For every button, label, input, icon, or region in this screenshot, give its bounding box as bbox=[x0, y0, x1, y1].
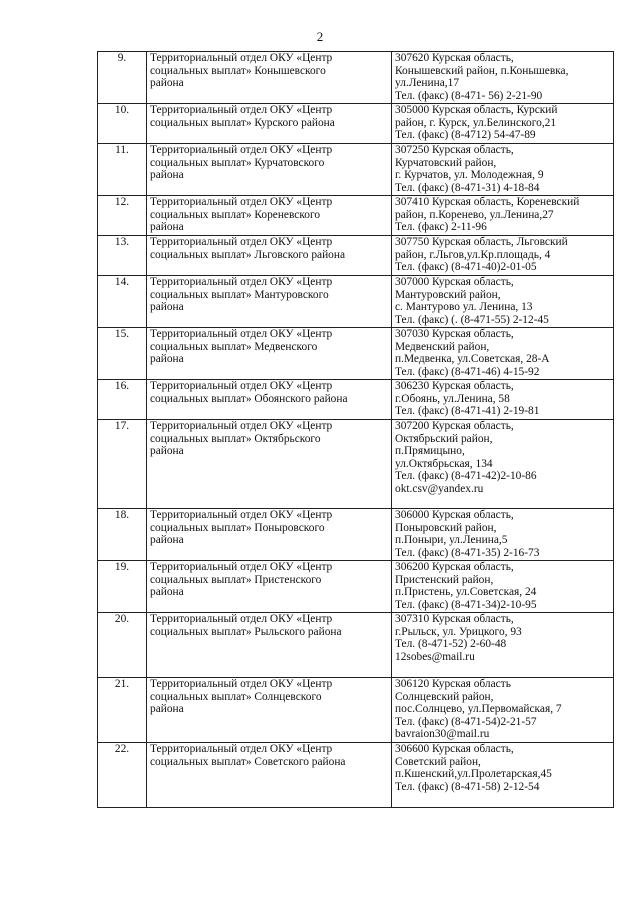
row-number: 19. bbox=[98, 561, 147, 613]
office-name-line: социальных выплат» Льговского района bbox=[150, 248, 346, 261]
office-address-line: п.Прямицыно, bbox=[395, 445, 465, 458]
office-address-cell bbox=[392, 380, 614, 420]
office-address-line: ул.Ленина,17 bbox=[395, 77, 460, 90]
office-name-line: социальных выплат» Поныровского bbox=[150, 521, 325, 534]
office-address-line: с. Мантурово ул. Ленина, 13 bbox=[395, 301, 533, 314]
table-row bbox=[98, 196, 614, 236]
office-address-cell bbox=[392, 104, 614, 144]
office-address-line: 306600 Курская область, bbox=[395, 743, 514, 755]
office-name-line: Территориальный отдел ОКУ «Центр bbox=[150, 613, 333, 625]
office-name-line: района bbox=[150, 586, 184, 599]
office-name-line: Территориальный отдел ОКУ «Центр bbox=[150, 144, 333, 156]
office-address-line: 307750 Курская область, Льговский bbox=[395, 236, 568, 248]
office-name-line: социальных выплат» Пристенского bbox=[150, 573, 322, 586]
office-name-cell bbox=[147, 743, 392, 808]
table-row bbox=[98, 613, 614, 678]
office-address-cell bbox=[392, 743, 614, 808]
office-address-line: 305000 Курская область, Курский bbox=[395, 104, 558, 116]
office-name-line: социальных выплат» Мантуровского bbox=[150, 288, 329, 301]
office-name-cell bbox=[147, 196, 392, 236]
office-name-line: Территориальный отдел ОКУ «Центр bbox=[150, 420, 333, 432]
office-address-line: 307000 Курская область, bbox=[395, 276, 514, 288]
office-address-line: Мантуровский район, bbox=[395, 288, 501, 301]
office-address-line: bavraion30@mail.ru bbox=[395, 728, 490, 741]
offices-table-body bbox=[98, 52, 614, 808]
row-number: 9. bbox=[98, 52, 147, 104]
row-number: 21. bbox=[98, 678, 147, 743]
office-address-line: Курчатовский район, bbox=[395, 156, 497, 169]
office-address-line: 306000 Курская область, bbox=[395, 509, 514, 521]
office-address-cell bbox=[392, 561, 614, 613]
table-row bbox=[98, 276, 614, 328]
office-address-line: Конышевский район, п.Конышевка, bbox=[395, 64, 569, 77]
office-name-line: социальных выплат» Кореневского bbox=[150, 208, 321, 221]
office-address-line: район, г. Курск, ул.Белинского,21 bbox=[395, 116, 557, 129]
office-name-line: района bbox=[150, 301, 184, 314]
office-name-line: района bbox=[150, 703, 184, 716]
page-number: 2 bbox=[316, 29, 324, 44]
row-number: 12. bbox=[98, 196, 147, 236]
office-name-line: Территориальный отдел ОКУ «Центр bbox=[150, 678, 333, 690]
office-address-line: п.Пристень, ул.Советская, 24 bbox=[395, 586, 537, 599]
office-address-line: Тел. (факс) (8-471-46) 4-15-92 bbox=[395, 365, 540, 378]
office-name-line: Территориальный отдел ОКУ «Центр bbox=[150, 236, 333, 248]
office-address-line: п.Медвенка, ул.Советская, 28-А bbox=[395, 353, 550, 366]
office-address-line: Солнцевский район, bbox=[395, 690, 494, 703]
office-name-cell bbox=[147, 678, 392, 743]
table-row bbox=[98, 743, 614, 808]
offices-table bbox=[97, 51, 614, 808]
office-name-line: района bbox=[150, 169, 184, 182]
office-address-line: Тел. (факс) (8-471-34)2-10-95 bbox=[395, 598, 537, 611]
office-address-line: Медвенский район, bbox=[395, 340, 490, 353]
office-address-line: Тел. (факс) (8-471-40)2-01-05 bbox=[395, 261, 537, 274]
office-name-line: социальных выплат» Рыльского района bbox=[150, 625, 342, 638]
row-number: 20. bbox=[98, 613, 147, 678]
office-name-cell bbox=[147, 236, 392, 276]
office-name-cell bbox=[147, 509, 392, 561]
office-address-line: пос.Солнцево, ул.Первомайская, 7 bbox=[395, 703, 562, 716]
office-address-line: Пристенский район, bbox=[395, 573, 494, 586]
office-name-line: Территориальный отдел ОКУ «Центр bbox=[150, 276, 333, 288]
office-address-line: Поныровский район, bbox=[395, 521, 497, 534]
office-address-line: Тел. (8-471-52) 2-60-48 bbox=[395, 638, 507, 651]
office-address-cell bbox=[392, 52, 614, 104]
office-name-line: Территориальный отдел ОКУ «Центр bbox=[150, 196, 333, 208]
office-name-line: социальных выплат» Медвенского bbox=[150, 340, 318, 353]
office-address-line: г.Обоянь, ул.Ленина, 58 bbox=[395, 392, 510, 405]
row-number: 16. bbox=[98, 380, 147, 420]
office-address-line: ул.Октябрьская, 134 bbox=[395, 457, 493, 470]
office-address-line: Октябрьский район, bbox=[395, 432, 493, 445]
office-address-cell bbox=[392, 678, 614, 743]
office-name-line: Территориальный отдел ОКУ «Центр bbox=[150, 52, 333, 64]
office-address-cell bbox=[392, 276, 614, 328]
office-name-line: района bbox=[150, 77, 184, 90]
office-address-line: 307200 Курская область, bbox=[395, 420, 514, 432]
row-number: 13. bbox=[98, 236, 147, 276]
office-address-line: okt.csv@yandex.ru bbox=[395, 482, 484, 495]
office-name-line: Территориальный отдел ОКУ «Центр bbox=[150, 104, 333, 116]
office-address-line: Тел. (факс) (8-471-41) 2-19-81 bbox=[395, 405, 540, 418]
office-address-cell bbox=[392, 420, 614, 509]
office-name-cell bbox=[147, 104, 392, 144]
row-number: 15. bbox=[98, 328, 147, 380]
table-row bbox=[98, 236, 614, 276]
office-name-line: социальных выплат» Советского района bbox=[150, 755, 346, 768]
office-address-line: Тел. (факс) 2-11-96 bbox=[395, 221, 487, 234]
office-address-line: п.Кшенский,ул.Пролетарская,45 bbox=[395, 768, 552, 781]
office-name-line: района bbox=[150, 534, 184, 547]
table-row bbox=[98, 144, 614, 196]
office-address-cell bbox=[392, 236, 614, 276]
office-name-line: Территориальный отдел ОКУ «Центр bbox=[150, 509, 333, 521]
table-row bbox=[98, 328, 614, 380]
office-address-cell bbox=[392, 509, 614, 561]
office-name-line: района bbox=[150, 221, 184, 234]
office-name-cell bbox=[147, 328, 392, 380]
office-address-line: Тел. (факс) (8-471- 56) 2-21-90 bbox=[395, 89, 543, 102]
office-name-cell bbox=[147, 613, 392, 678]
office-address-line: 307030 Курская область, bbox=[395, 328, 514, 340]
office-name-line: района bbox=[150, 445, 184, 458]
office-name-cell bbox=[147, 144, 392, 196]
office-name-line: Территориальный отдел ОКУ «Центр bbox=[150, 561, 333, 573]
row-number: 22. bbox=[98, 743, 147, 808]
office-address-cell bbox=[392, 144, 614, 196]
office-name-line: социальных выплат» Обоянского района bbox=[150, 392, 348, 405]
office-address-line: 307620 Курская область, bbox=[395, 52, 514, 64]
office-name-line: Территориальный отдел ОКУ «Центр bbox=[150, 743, 333, 755]
row-number: 14. bbox=[98, 276, 147, 328]
office-address-line: Тел. (факс) (8-471-31) 4-18-84 bbox=[395, 181, 540, 194]
office-address-line: 307410 Курская область, Кореневский bbox=[395, 196, 580, 208]
row-number: 11. bbox=[98, 144, 147, 196]
office-address-line: 307250 Курская область, bbox=[395, 144, 514, 156]
office-name-line: социальных выплат» Конышевского bbox=[150, 64, 326, 77]
office-address-line: 306200 Курская область, bbox=[395, 561, 514, 573]
office-address-line: Тел. (факс) (8-471-35) 2-16-73 bbox=[395, 546, 540, 559]
office-address-cell bbox=[392, 196, 614, 236]
office-address-line: 306120 Курская область bbox=[395, 678, 511, 690]
table-row bbox=[98, 420, 614, 509]
row-number: 17. bbox=[98, 420, 147, 509]
office-name-cell bbox=[147, 420, 392, 509]
office-address-cell bbox=[392, 328, 614, 380]
office-address-line: 306230 Курская область, bbox=[395, 380, 514, 392]
office-address-line: 12sobes@mail.ru bbox=[395, 650, 475, 663]
office-address-line: 307310 Курская область, bbox=[395, 613, 514, 625]
office-address-line: Тел. (факс) (8-471-42)2-10-86 bbox=[395, 470, 537, 483]
office-name-line: района bbox=[150, 353, 184, 366]
office-address-line: г.Рыльск, ул. Урицкого, 93 bbox=[395, 625, 522, 638]
office-address-line: Тел. (факс) (. (8-471-55) 2-12-45 bbox=[395, 313, 549, 326]
office-name-cell bbox=[147, 380, 392, 420]
office-name-line: социальных выплат» Курского района bbox=[150, 116, 335, 129]
office-name-cell bbox=[147, 52, 392, 104]
office-address-line: Тел. (факс) (8-4712) 54-47-89 bbox=[395, 129, 536, 142]
office-address-line: Советский район, bbox=[395, 755, 481, 768]
table-row bbox=[98, 561, 614, 613]
table-row bbox=[98, 104, 614, 144]
office-address-line: Тел. (факс) (8-471-58) 2-12-54 bbox=[395, 780, 540, 793]
office-address-line: Тел. (факс) (8-471-54)2-21-57 bbox=[395, 715, 537, 728]
office-name-line: Территориальный отдел ОКУ «Центр bbox=[150, 328, 333, 340]
office-address-cell bbox=[392, 613, 614, 678]
table-row bbox=[98, 678, 614, 743]
office-name-line: социальных выплат» Солнцевского bbox=[150, 690, 322, 703]
office-address-line: п.Поныри, ул.Ленина,5 bbox=[395, 534, 508, 547]
office-address-line: г. Курчатов, ул. Молодежная, 9 bbox=[395, 169, 544, 182]
office-name-cell bbox=[147, 276, 392, 328]
row-number: 10. bbox=[98, 104, 147, 144]
office-name-line: Территориальный отдел ОКУ «Центр bbox=[150, 380, 333, 392]
office-name-cell bbox=[147, 561, 392, 613]
office-name-line: социальных выплат» Октябрьского bbox=[150, 432, 321, 445]
table-row bbox=[98, 380, 614, 420]
office-address-line: район, г.Льгов,ул.Кр.площадь, 4 bbox=[395, 248, 551, 261]
table-row bbox=[98, 509, 614, 561]
table-row bbox=[98, 52, 614, 104]
office-name-line: социальных выплат» Курчатовского bbox=[150, 156, 325, 169]
row-number: 18. bbox=[98, 509, 147, 561]
office-address-line: район, п.Коренево, ул.Ленина,27 bbox=[395, 208, 554, 221]
